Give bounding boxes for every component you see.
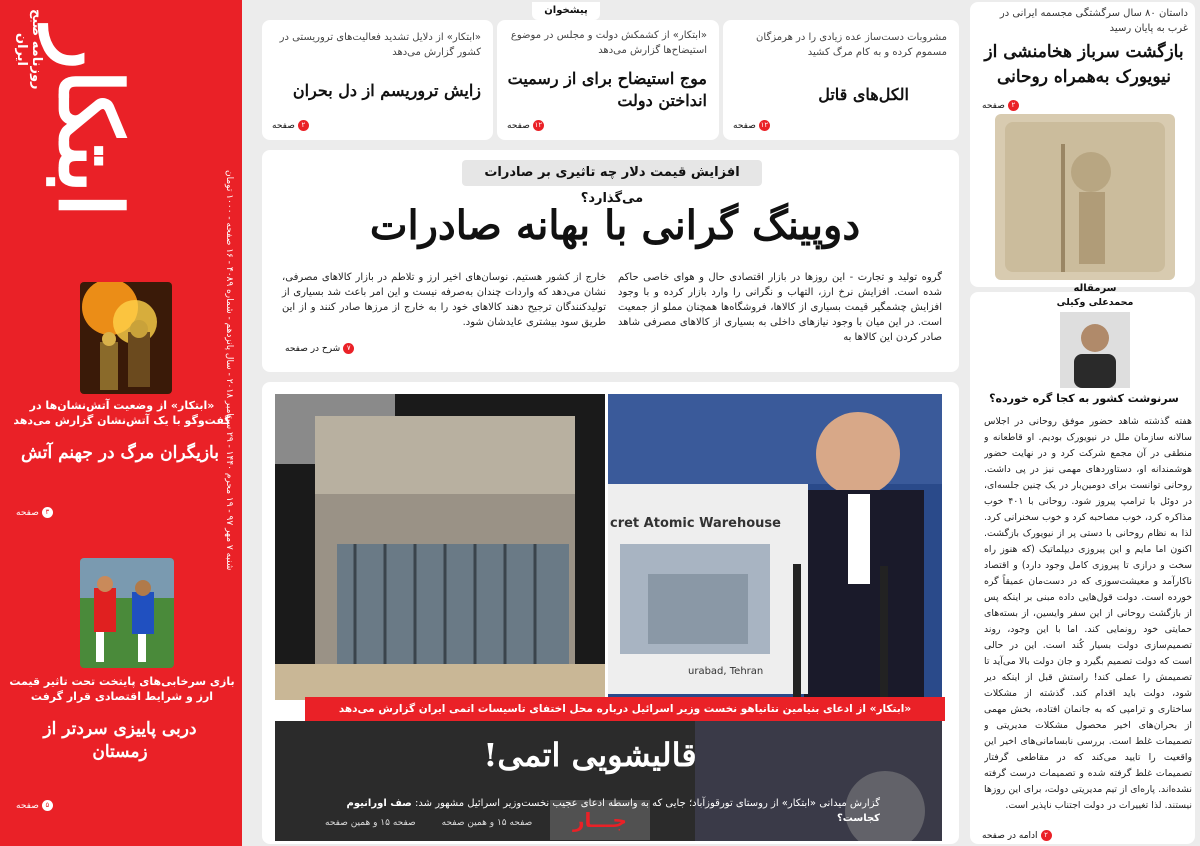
promo-card-2[interactable] [497, 20, 719, 140]
editorial-text: هفته گذشته شاهد حضور موفق روحانی در اجلاس سالانه سازمان ملل در نیویورک بودیم. او قاطعانه و منطقی در آن مجمع شرکت کرد و در نهایت حضور هوشمندانه او، دستاوردهای مهمی نیز در پی داشت. روحانی توانست برای دومین‌بار در یک چنین جلسه‌ای، در دوئل با ترامپ پیروز شود. روحانی با ۴۰۱ خوب مذاکره کرد، خوب مصاحبه کرد و خوب سخنرانی کرد. لذا به نظام روحانی با دستی پر از نیویورک بازگشت. اکنون اما مایم و این پیروزی دیپلماتیک (که هنوز راه سخت و درازی تا پیروزی کامل وجود دارد) و اقتصاد ناکارآمد و معیشت‌سوزی که در دست‌مان عمیقاً گره خورده است. دولت قول‌هایی داده مبنی بر اینکه پس از بازگشت روحانی از این سفر وایسین، از بسته‌های حمایتی خود رونمایی کند. اما با این وجود، روند تصمیم‌سازی دولت بسیار کُند است. این در حالی است که دولت تصمیم بگیرد و جان دولت بالا می‌آید تا تصمیمش را عملی کند! راستش قبل از اینکه دیر شود، دولت باید اقدام کند. گذشته از مشکلات ساختاری و ترامپی که به جانمان افتاده، بخش مهمی از بحران‌های اخیر محصول مشکلات مدیریتی و تصمیمات غلط است. بررسی نابسامانی‌های اخیر این واقعیت را تایید می‌کند که در مقاطعی گرفتار تصمیمات غلط گرفته شده و تصمیمات درست گرفته نشده‌اند. پاره‌ای از تیم مدیریتی دولت، برای این روزها نیستند. لذا تغییرات در دولت اجتناب ناپذیر است. [984, 416, 1192, 810]
editorial-title[interactable]: سرنوشت کشور به کجا گره خورده؟ [989, 392, 1179, 405]
page-number-badge: ۵ [42, 800, 53, 811]
issue-info: شنبه ۷ مهر ۹۷ - ۱۹ محرم ۱۴۴۰ - ۲۹ سپتامبر ۲۰۱۸ - سال پانزدهم - شماره ۴۰۸۹ - ۱۶ صفحه - ۱۰۰۰ تومان [224, 169, 234, 570]
photo-caption: «ابتکار» از ادعای بنیامین نتانیاهو نخست وزیر اسرائیل درباره محل اختفای تاسیسات اتمی ایران گزارش می‌دهد [305, 697, 945, 721]
photo-sign-sub: urabad, Tehran [688, 666, 764, 677]
photo-page-ref-2[interactable]: صفحه ۱۵ و همین صفحه [325, 818, 416, 828]
right-top-lead: داستان ۸۰ سال سرگشتگی مجسمه ایرانی در غرب به پایان رسید [999, 8, 1188, 34]
left-story1-lead: «ابتکار» از وضعیت آتش‌نشان‌ها در گفت‌وگو با یک آتش‌نشان گزارش می‌دهد [13, 399, 231, 427]
author-avatar [1060, 312, 1130, 388]
promo-headline[interactable]: موج استیضاح برای از رسمیت انداختن دولت [507, 69, 707, 110]
page-number-badge: ۱۲ [760, 121, 769, 129]
promo-label: پیشخوان [532, 2, 600, 20]
promo-card-1[interactable] [262, 20, 493, 140]
left-story1-page[interactable] [16, 507, 53, 518]
masthead-logo: ابتکار [39, 28, 140, 218]
page-number-badge: ۲ [298, 120, 309, 131]
right-top-page [982, 100, 1019, 111]
promo-page [507, 120, 544, 131]
promo-page [733, 120, 770, 131]
main-headline[interactable]: دوپینگ گرانی با بهانه صادرات [369, 202, 861, 249]
right-top-headline[interactable]: بازگشت سرباز هخامنشی از نیویورک به‌همراه روحانی [984, 42, 1184, 87]
promo-headline[interactable]: الکل‌های قاتل [818, 85, 909, 104]
photo-page-ref-1[interactable]: صفحه ۱۵ و همین صفحه [441, 818, 533, 828]
main-body-left: خارج از کشور هستیم. نوسان‌های اخیر ارز و تلاطم در بازار کالاهای مصرفی، نشان می‌دهد که واردات چندان به‌صرفه نیست و این امر باعث شد بسیاری از تولیدکنندگان ترجیح دهند کالاهای خود را به خارج از مرزها صادر کنند و از این طریق سود بیشتری عایدشان شود. [282, 272, 606, 328]
promo-lead: «ابتکار» از کشمکش دولت و مجلس در موضوع استیضاح‌ها گزارش می‌دهد [510, 30, 707, 56]
page-label: صفحه [982, 100, 1005, 111]
page-number-badge: ۱۲ [534, 121, 543, 129]
page-number-badge: ۲ [1041, 830, 1052, 841]
continuation-label: ادامه در صفحه [982, 830, 1038, 841]
page-number-badge: ۳ [42, 507, 53, 518]
page-label: صفحه [272, 120, 295, 131]
watermark-logo: جـــار [550, 800, 650, 840]
warehouse-gate-photo[interactable] [275, 394, 605, 700]
page-number-badge: ۲ [1008, 100, 1019, 111]
photo-sub-lead: گزارش میدانی «ابتکار» از روستای تورقوزآباد؛ جایی که به واسطه ادعای عجیب نخست‌وزیر اسرائیل مشهور شد: [415, 798, 880, 809]
page-label: صفحه [507, 120, 530, 131]
netanyahu-un-photo[interactable] [608, 394, 942, 700]
page-label: صفحه [16, 800, 39, 811]
left-story2-headline[interactable]: دربی پاییزی سردتر از زمستان [43, 719, 197, 762]
editorial-label: سرمقاله [1073, 283, 1117, 294]
photo-headline[interactable]: قالیشویی اتمی! [483, 736, 697, 774]
achaemenid-soldier-photo[interactable] [995, 114, 1175, 280]
main-continuation[interactable] [285, 343, 354, 354]
promo-card-3[interactable] [723, 20, 959, 140]
promo-page [272, 120, 309, 131]
left-story1-headline[interactable]: بازیگران مرگ در جهنم آتش [21, 443, 219, 463]
page-label: صفحه [733, 120, 756, 131]
editorial-continuation[interactable] [982, 830, 1052, 841]
editorial-author: محمدعلی وکیلی [1056, 297, 1134, 308]
promo-lead: مشروبات دست‌ساز عده زیادی را در هرمزگان مسموم کرده و به کام مرگ کشید [756, 32, 947, 58]
main-body-right: گروه تولید و تجارت - این روزها در بازار اقتصادی حال و هوای خاصی حاکم شده است. افزایش نرخ ارز، التهاب و نگرانی را وارد بازار کرده و با وجود افزایش چشمگیر قیمت بسیاری از کالاها، فروشگاه‌ها همچنان مملو از جمعیت است. در این میان با وجود نیازهای داخلی به بسیاری از کالاهای مصرفی شاهد صادر کردن این کالاها به [618, 272, 942, 343]
photo-sign-text: cret Atomic Warehouse [610, 516, 781, 531]
continuation-label: شرح در صفحه [285, 343, 341, 354]
left-story2-page[interactable] [16, 800, 53, 811]
firefighter-photo[interactable] [80, 282, 172, 394]
page-number-badge: ۷ [343, 343, 354, 354]
masthead-tagline: روزنامه صبح ایران [14, 8, 44, 90]
football-photo[interactable] [80, 558, 174, 668]
main-kicker: افزایش قیمت دلار چه تاثیری بر صادرات می‌گذارد؟ [462, 160, 762, 186]
promo-headline[interactable]: زایش تروریسم از دل بحران [292, 81, 481, 100]
promo-lead: «ابتکار» از دلایل تشدید فعالیت‌های تروریستی در کشور گزارش می‌دهد [279, 32, 481, 58]
left-story2-lead: بازی سرخابی‌های پایتخت تحت تاثیر قیمت ارز و شرایط اقتصادی قرار گرفت [9, 675, 235, 703]
photo-sub-bold: صف اورانیوم کجاست؟ [346, 798, 880, 824]
page-label: صفحه [16, 507, 39, 518]
masthead-column [0, 0, 242, 846]
